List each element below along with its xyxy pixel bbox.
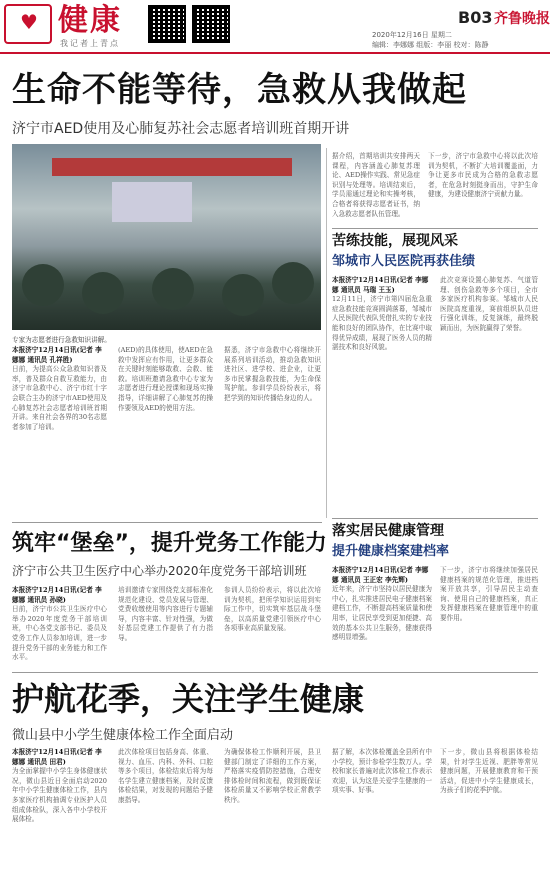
photo-figure bbox=[272, 262, 314, 304]
story3-column bbox=[332, 566, 432, 665]
story2-body: 此次竞赛设置心肺复苏、气道管理、创伤急救等多个项目，全市多家医疗机构参赛。邹城市人民医院高度重视，赛前组织队员进行强化训练，反复演练，最终脱颖而出，为医院赢得了荣誉。 bbox=[440, 276, 538, 332]
story5-headline: 护航花季，关注学生健康 bbox=[12, 680, 365, 718]
section-slogan: 我记者上青点 bbox=[60, 39, 120, 48]
story4-subheadline: 济宁市公共卫生医疗中心举办2020年度党务干部培训班 bbox=[12, 564, 307, 578]
story5-body: 为确保体检工作顺利开展，县卫健部门制定了详细的工作方案，严格落实疫情防控措施，合理安排体检时间和流程，做到既保证体检质量又不影响学校正常教学秩序。 bbox=[224, 748, 321, 804]
masthead bbox=[0, 0, 550, 50]
photo-figure bbox=[22, 264, 64, 306]
story3-subheadline: 提升健康档案建档率 bbox=[332, 544, 450, 559]
story5-subheadline: 微山县中小学生健康体检工作全面启动 bbox=[12, 728, 234, 743]
story3-headline: 落实居民健康管理 bbox=[332, 523, 444, 539]
story4-body: 参训人员纷纷表示，将以此次培训为契机，把所学知识运用到实际工作中，切实筑牢基层战斗堡垒，以高质量党建引领医疗中心各项事业高质量发展。 bbox=[224, 586, 321, 633]
story1-subheadline: 济宁市AED使用及心肺复苏社会志愿者培训班首期开讲 bbox=[12, 121, 350, 137]
story5-body: 据了解，本次体检覆盖全县所有中小学校，预计参检学生数万人。学校和家长普遍对此次体检工作表示欢迎，认为这是关爱学生健康的一项实事、好事。 bbox=[332, 748, 432, 795]
column-divider bbox=[326, 148, 327, 518]
story-divider bbox=[12, 522, 322, 523]
page-number: B03 bbox=[458, 8, 493, 27]
photo-figure bbox=[222, 274, 264, 316]
story-divider bbox=[332, 518, 538, 519]
editor-line: 编辑：李娜娜 组版：李丽 校对：陈静 bbox=[372, 41, 489, 49]
story2-column bbox=[332, 276, 432, 495]
story2-body: 12月11日，济宁市第四届危急重症急救技能竞赛圆满落幕，邹城市人民医院代表队凭借扎实的专业技能和良好的团队协作，在比赛中取得优异成绩，展现了医务人员的精湛技术和良好风貌。 bbox=[332, 295, 432, 352]
story1-body: (AED)的具体使用，使AED在急救中发挥应有作用，让更多群众在关键时刻能够敢救、会救、能救。培训班邀请急救中心专家为志愿者进行理论授课和现场实操指导，详细讲解了心肺复苏的操作要领及AED的使用方法。 bbox=[118, 346, 213, 412]
story1-headline: 生命不能等待，急救从我做起 bbox=[12, 70, 467, 110]
story1-photo-caption: 专家为志愿者进行急救知识讲解。 bbox=[12, 336, 111, 344]
story4-column bbox=[12, 586, 107, 665]
story5-body: 为全面掌握中小学生身体健康状况，微山县近日全面启动2020年中小学生健康体检工作，县内多家医疗机构抽调专业医护人员组成体检队，深入各中小学校开展体检。 bbox=[12, 767, 107, 824]
photo-figure bbox=[152, 268, 194, 310]
heart-icon: ♥ bbox=[20, 10, 38, 34]
qr-code-icon bbox=[148, 5, 186, 43]
story3-byline: 本报济宁12月14日讯(记者 李娜娜 通讯员 王正宏 李先辉) bbox=[332, 566, 429, 584]
story1-body: 下一步，济宁市急救中心将以此次培训为契机，不断扩大培训覆盖面，力争让更多市民成为合格的急救志愿者，在危急时刻挺身而出，守护生命健康，为建设健康济宁贡献力量。 bbox=[428, 152, 538, 199]
story4-byline: 本报济宁12月14日讯(记者 李娜娜 通讯员 孙晓) bbox=[12, 586, 102, 604]
story2-headline: 苦练技能，展现风采 bbox=[332, 233, 458, 249]
section-logo bbox=[4, 4, 52, 44]
story3-body: 近年来，济宁市坚持以居民健康为中心，扎实推进居民电子健康档案建档工作，不断提高档案质量和使用率，让居民享受到更加便捷、高效的基本公共卫生服务，健康获得感明显增强。 bbox=[332, 585, 432, 642]
masthead-divider bbox=[0, 52, 550, 54]
photo-figure bbox=[82, 272, 124, 314]
qr-code-icon bbox=[192, 5, 230, 43]
story5-byline: 本报济宁12月14日讯(记者 李娜娜 通讯员 田君) bbox=[12, 748, 102, 766]
story5-column bbox=[12, 748, 107, 877]
story4-headline: 筑牢“堡垒”，提升党务工作能力 bbox=[12, 531, 327, 556]
story4-body: 日前，济宁市公共卫生医疗中心举办2020年度党务干部培训班，中心各党支部书记、委员及党务工作人员参加培训，进一步提升党务干部的业务能力和工作水平。 bbox=[12, 605, 107, 662]
date-line: 2020年12月16日 星期二 bbox=[372, 31, 452, 39]
paper-name: 齐鲁晚报 bbox=[494, 11, 550, 27]
story5-body: 下一步，微山县将根据体检结果，针对学生近视、肥胖等常见健康问题，开展健康教育和干预活动，促进中小学生健康成长，为孩子们的花季护航。 bbox=[440, 748, 538, 795]
story1-photo bbox=[12, 144, 321, 330]
story3-body: 下一步，济宁市将继续加强居民健康档案的规范化管理，推进档案开放共享，引导居民主动查询、使用自己的健康档案，真正发挥健康档案在健康管理中的重要作用。 bbox=[440, 566, 538, 622]
story1-column bbox=[12, 346, 107, 495]
story2-subheadline: 邹城市人民医院再获佳绩 bbox=[332, 254, 476, 269]
story1-body: 日前，为提高公众急救知识普及率，普及群众自救互救能力，由济宁市急救中心、济宁市红十字会联合主办的济宁市AED使用及心肺复苏社会志愿者培训班首期开讲。来自社会各界的30名志愿者参加了培训。 bbox=[12, 365, 107, 431]
story-divider bbox=[12, 672, 538, 673]
section-title: 健康 bbox=[58, 3, 122, 38]
story-divider bbox=[332, 228, 538, 229]
story1-body: 据悉，济宁市急救中心将继续开展系列培训活动，推动急救知识进社区、进学校、进企业，让更多市民掌握急救技能，为生命保驾护航。参训学员纷纷表示，将把学到的知识传播给身边的人。 bbox=[224, 346, 321, 402]
story1-body: 据介绍，首期培训共安排两天课程，内容涵盖心肺复苏理论、AED操作实践、常见急症识别与处理等。培训结束后，学员需通过理论和实操考核，合格者将获得志愿者证书，纳入急救志愿者队伍管理。 bbox=[332, 152, 420, 218]
photo-screen bbox=[112, 182, 192, 222]
story5-body: 此次体检项目包括身高、体重、视力、血压、内科、外科、口腔等多个项目，体检结束后将为每名学生建立健康档案，及时反馈体检结果，对发现的问题给予健康指导。 bbox=[118, 748, 213, 804]
photo-banner bbox=[52, 158, 292, 176]
story1-byline: 本报济宁12月14日讯(记者 李娜娜 通讯员 孔祥胜) bbox=[12, 346, 102, 364]
story4-body: 培训邀请专家围绕党支部标准化规范化建设、党员发展与管理、党费收缴使用等内容进行专题辅导，内容丰富、针对性强，为做好基层党建工作提供了有力指导。 bbox=[118, 586, 213, 642]
story2-byline: 本报济宁12月14日讯(记者 李娜娜 通讯员 马瑞 王玉) bbox=[332, 276, 429, 294]
